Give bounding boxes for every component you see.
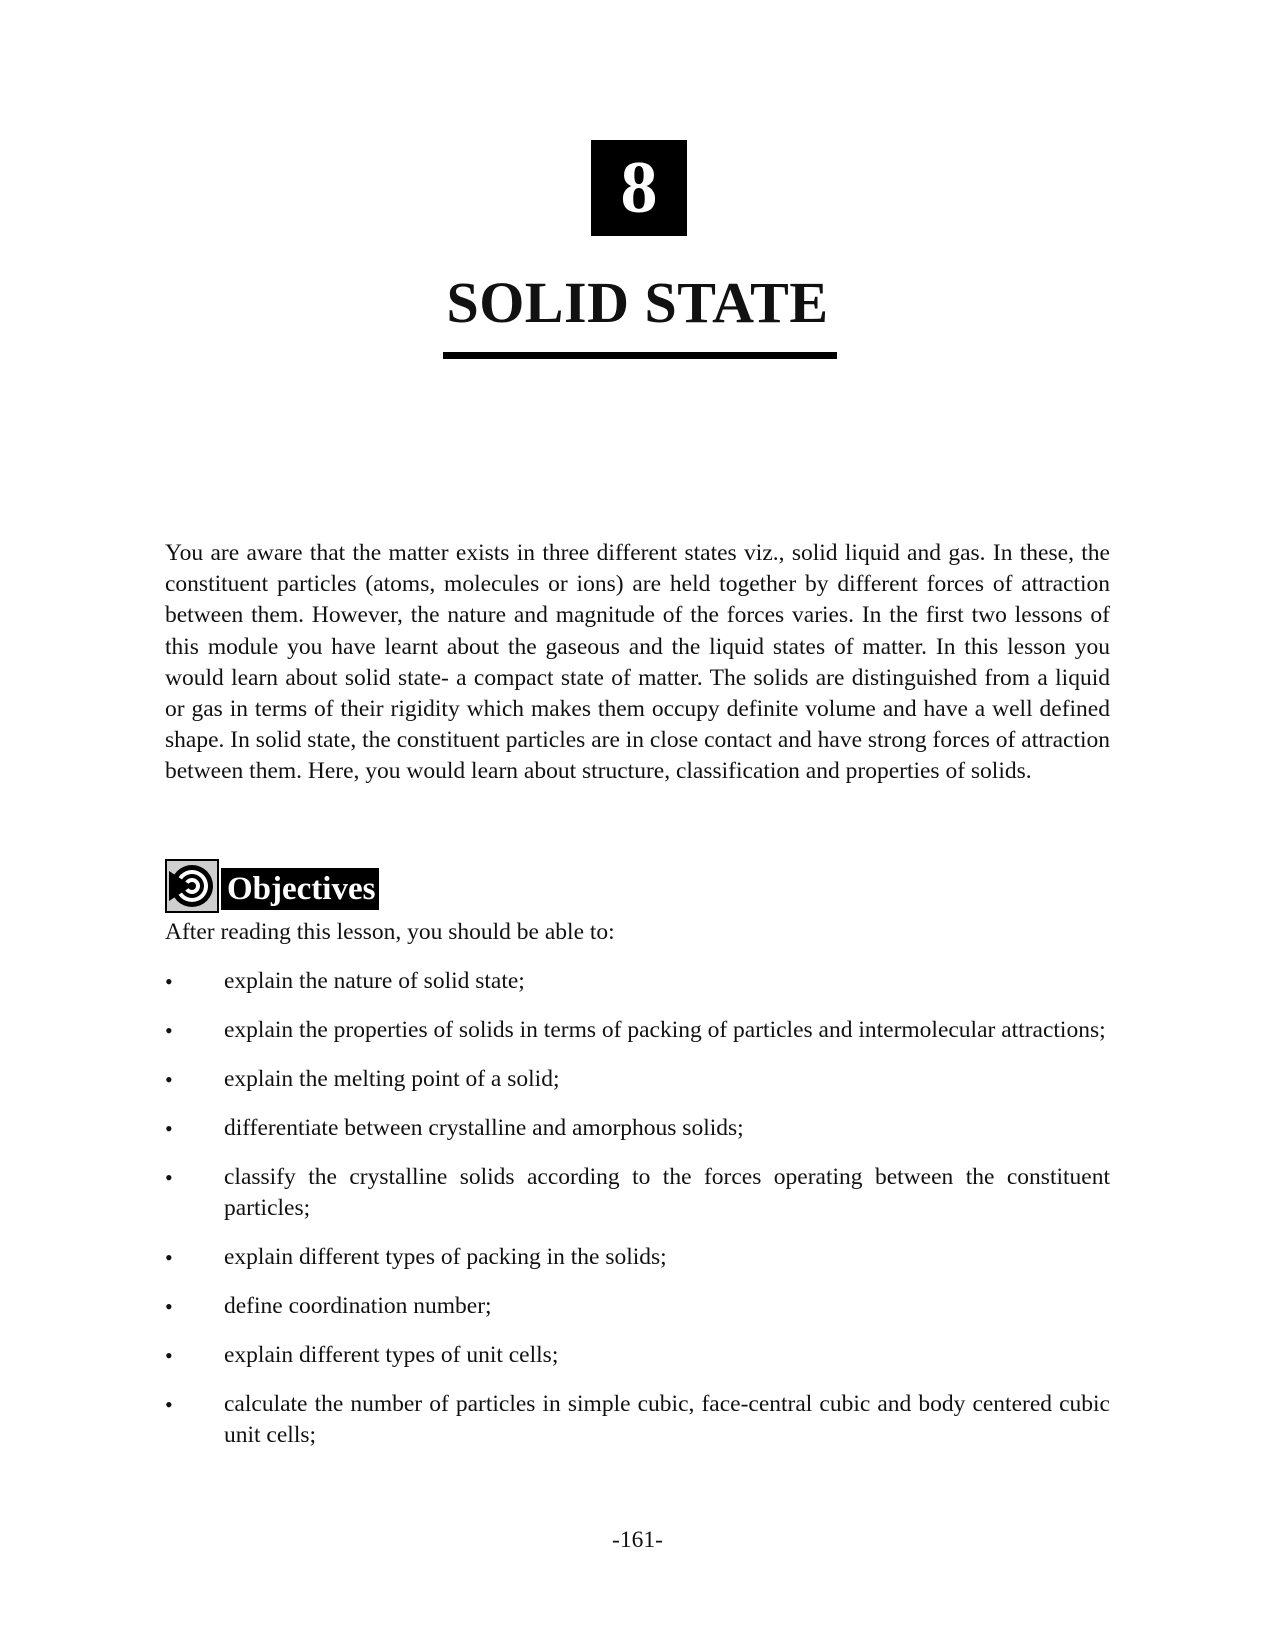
objective-item <box>165 1340 1110 1371</box>
objective-item <box>165 1242 1110 1273</box>
objective-item <box>165 1389 1110 1451</box>
chapter-title: SOLID STATE <box>446 270 829 335</box>
objective-text: classify the crystalline solids according to the forces operating between the constituent particles; <box>224 1164 1110 1221</box>
objective-item <box>165 1064 1110 1095</box>
objective-item <box>165 1162 1110 1224</box>
objective-text: explain different types of packing in the solids; <box>224 1244 667 1270</box>
objective-text: define coordination number; <box>224 1293 492 1319</box>
objective-item <box>165 1015 1110 1046</box>
bullet-icon: • <box>165 1343 173 1368</box>
objective-text: explain different types of unit cells; <box>224 1342 559 1368</box>
bullet-icon: • <box>165 1116 173 1141</box>
objective-item <box>165 1113 1110 1144</box>
title-underline <box>443 352 837 359</box>
objective-item <box>165 1291 1110 1322</box>
chapter-number: 8 <box>591 140 687 236</box>
objective-text: explain the nature of solid state; <box>224 968 525 994</box>
bullet-icon: • <box>165 1018 173 1043</box>
bullet-icon: • <box>165 1165 173 1190</box>
bullet-icon: • <box>165 1392 173 1417</box>
page-number: -161- <box>612 1527 663 1553</box>
objective-item <box>165 966 1110 997</box>
objective-text: explain the melting point of a solid; <box>224 1066 560 1092</box>
objectives-title: Objectives <box>221 868 379 910</box>
objective-text: calculate the number of particles in simple cubic, face-central cubic and body centered cubic unit cells; <box>224 1391 1110 1448</box>
objectives-heading <box>165 858 379 914</box>
bullet-icon: • <box>165 969 173 994</box>
intro-paragraph: You are aware that the matter exists in three different states viz., solid liquid and gas. In these, the constituent particles (atoms, molecules or ions) are held together by different forces of attraction between them. However, the nature and magnitude of the forces varies. In the first two lessons of this module you have learnt about the gaseous and the liquid states of matter. In this lesson you would learn about solid state- a compact state of matter. The solids are distinguished from a liquid or gas in terms of their rigidity which makes them occupy definite volume and have a well defined shape. In solid state, the constituent particles are in close contact and have strong forces of attraction between them. Here, you would learn about structure, classification and properties of solids. <box>165 540 1110 785</box>
objectives-lead: After reading this lesson, you should be able to: <box>165 919 615 945</box>
objectives-list <box>165 966 1110 1469</box>
objective-text: explain the properties of solids in terms of packing of particles and intermolecular attractions; <box>224 1017 1106 1043</box>
target-icon <box>165 859 219 913</box>
objective-text: differentiate between crystalline and amorphous solids; <box>224 1115 744 1141</box>
bullet-icon: • <box>165 1245 173 1270</box>
bullet-icon: • <box>165 1294 173 1319</box>
bullet-icon: • <box>165 1067 173 1092</box>
